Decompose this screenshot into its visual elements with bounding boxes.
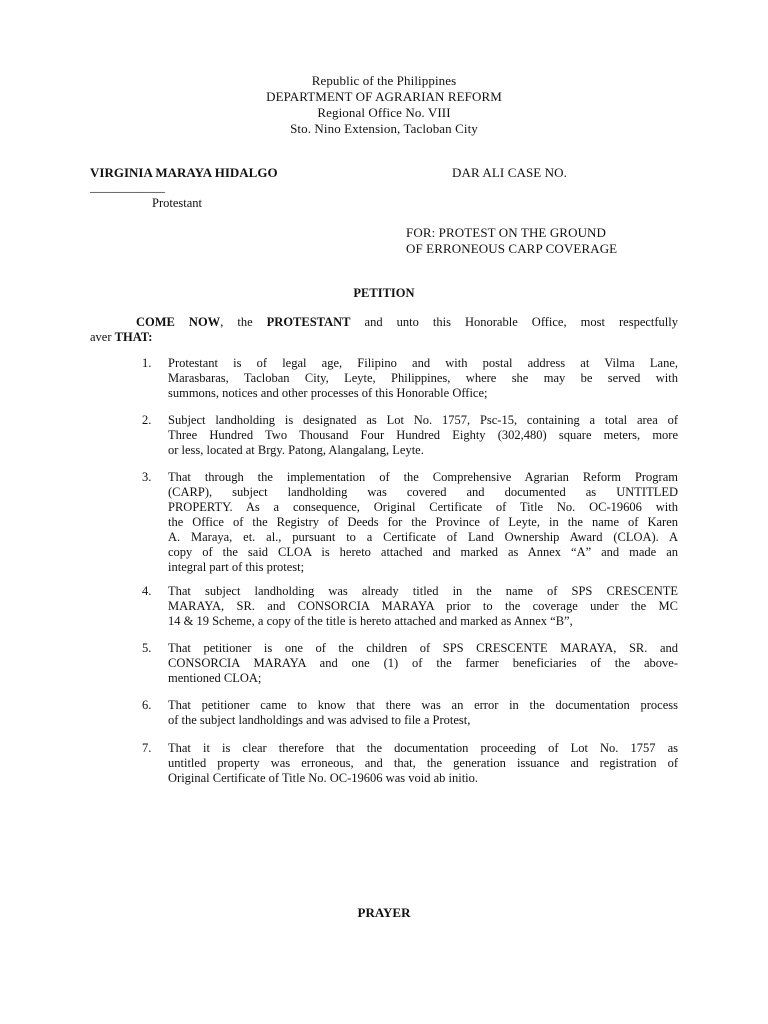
- list-item-number: 3.: [142, 470, 152, 484]
- list-item-line: Three Hundred Two Thousand Four Hundred Eighty (302,480) square meters, more: [168, 428, 678, 442]
- intro-text-1: , the: [220, 315, 267, 329]
- list-item-line: Marasbaras, Tacloban City, Leyte, Philippines, where she may be served with: [168, 371, 678, 385]
- list-item-line: CONSORCIA MARAYA and one (1) of the farmer beneficiaries of the above-: [168, 656, 678, 670]
- intro-paragraph: [90, 315, 678, 345]
- list-item-line: summons, notices and other processes of this Honorable Office;: [168, 386, 488, 400]
- party-role: Protestant: [152, 196, 202, 210]
- intro-line-2: [90, 330, 678, 345]
- header-regional-office: Regional Office No. VIII: [317, 105, 451, 120]
- intro-aver: aver: [90, 330, 115, 344]
- list-item-line: the Office of the Registry of Deeds for the Province of Leyte, in the name of Karen: [168, 515, 678, 529]
- list-item-line: Protestant is of legal age, Filipino and with postal address at Vilma Lane,: [168, 356, 678, 370]
- list-item-text: [168, 741, 678, 786]
- prayer-title: PRAYER: [357, 905, 411, 920]
- list-item-line: mentioned CLOA;: [168, 671, 262, 685]
- list-item-line: PROPERTY. As a consequence, Original Certificate of Title No. OC-19606 with: [168, 500, 678, 514]
- intro-come-now: COME NOW: [136, 315, 221, 329]
- list-item-text: [168, 641, 678, 686]
- list-item-line: That through the implementation of the Comprehensive Agrarian Reform Program: [168, 470, 678, 484]
- list-item-line: integral part of this protest;: [168, 560, 305, 574]
- list-item-line: or less, located at Brgy. Patong, Alangalang, Leyte.: [168, 443, 424, 457]
- list-item-text: [168, 584, 678, 629]
- list-item-number: 5.: [142, 641, 152, 655]
- for-line-2: OF ERRONEOUS CARP COVERAGE: [406, 241, 618, 256]
- list-item-number: 6.: [142, 698, 152, 712]
- list-item-text: [168, 356, 678, 401]
- case-number: DAR ALI CASE NO.: [452, 165, 567, 180]
- list-item-number: 4.: [142, 584, 152, 598]
- list-item-line: untitled property was erroneous, and that, the generation issuance and registration of: [168, 756, 678, 770]
- list-item-line: (CARP), subject landholding was covered and documented as UNTITLED: [168, 485, 678, 499]
- list-item-number: 1.: [142, 356, 152, 370]
- list-item-line: That it is clear therefore that the documentation proceeding of Lot No. 1757 as: [168, 741, 678, 755]
- header-department: DEPARTMENT OF AGRARIAN REFORM: [266, 89, 502, 104]
- list-item-line: That petitioner is one of the children of SPS CRESCENTE MARAYA, SR. and: [168, 641, 678, 655]
- list-item-text: [168, 470, 678, 575]
- list-item-text: [168, 413, 678, 458]
- intro-protestant: PROTESTANT: [266, 315, 351, 329]
- list-item-number: 7.: [142, 741, 152, 755]
- for-line-1: FOR: PROTEST ON THE GROUND: [406, 225, 607, 240]
- list-item-line: That petitioner came to know that there was an error in the documentation process: [168, 698, 678, 712]
- header-address: Sto. Nino Extension, Tacloban City: [290, 121, 478, 136]
- list-item-line: Original Certificate of Title No. OC-19606 was void ab initio.: [168, 771, 479, 785]
- header-republic: Republic of the Philippines: [311, 73, 457, 88]
- list-item-line: A. Maraya, et. al., pursuant to a Certificate of Land Ownership Award (CLOA). A: [168, 530, 678, 544]
- party-name: VIRGINIA MARAYA HIDALGO: [90, 165, 278, 180]
- list-item-line: Subject landholding is designated as Lot No. 1757, Psc-15, containing a total area of: [168, 413, 678, 427]
- intro-text-2: and unto this Honorable Office, most respectfully: [350, 315, 678, 329]
- list-item-line: MARAYA, SR. and CONSORCIA MARAYA prior to the coverage under the MC: [168, 599, 678, 613]
- list-item-line: 14 & 19 Scheme, a copy of the title is hereto attached and marked as Annex “B”,: [168, 614, 573, 628]
- intro-line-1: [90, 315, 678, 330]
- list-item-line: of the subject landholdings and was advised to file a Protest,: [168, 713, 471, 727]
- list-item-text: [168, 698, 678, 728]
- intro-that: THAT:: [114, 330, 153, 344]
- list-item-number: 2.: [142, 413, 152, 427]
- petition-title: PETITION: [353, 286, 415, 300]
- list-item-line: That subject landholding was already titled in the name of SPS CRESCENTE: [168, 584, 678, 598]
- list-item-line: copy of the said CLOA is hereto attached and marked as Annex “A” and made an: [168, 545, 678, 559]
- signature-underline: ____________: [90, 180, 165, 194]
